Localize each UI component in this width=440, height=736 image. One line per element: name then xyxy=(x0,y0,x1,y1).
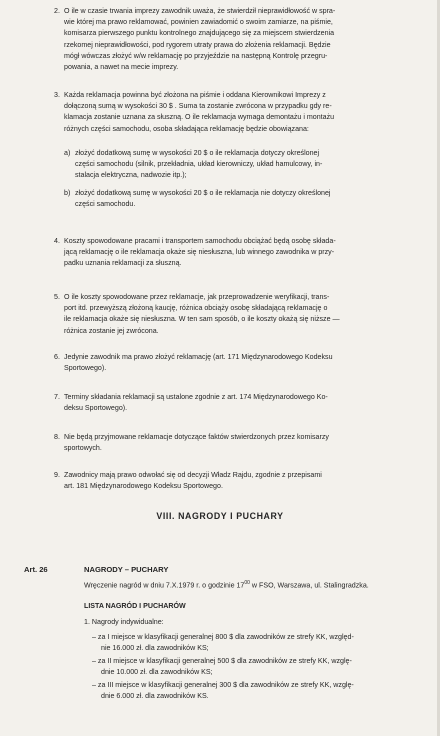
paragraph-2 xyxy=(54,6,424,73)
paragraph-line: Nie będą przyjmowane reklamacje dotyczące faktów stwierdzonych przez komisarzy xyxy=(64,433,329,441)
paragraph-5 xyxy=(54,292,424,337)
paragraph-line: sportowych. xyxy=(64,444,102,453)
section-heading: VIII. NAGRODY I PUCHARY xyxy=(156,511,284,521)
paragraph-line: padku uznania reklamacji za słuszną. xyxy=(64,259,182,268)
award-ceremony-line: Wręczenie nagród w dniu 7.X.1979 r. o godzinie $17^{00}$ w FSO, Warszawa, ul. Stalingradzka. xyxy=(84,580,369,590)
paragraph-8 xyxy=(54,432,424,454)
paragraph-number: 8. xyxy=(54,433,60,441)
prize-line: nie 16.000 zł. dla zawodników KS; xyxy=(101,644,209,652)
paragraph-line: Jedynie zawodnik ma prawo złożyć reklamację (art. 171 Międzynarodowego Kodeksu xyxy=(64,353,333,361)
paragraph-line: O ile w czasie trwania imprezy zawodnik uważa, że stwierdził nieprawidłowość w spra- xyxy=(64,7,336,15)
paragraph-line: komisarza pierwszego punktu kontrolnego znajdującego się za miejscem stwierdzenia xyxy=(64,29,335,38)
paragraph-line: dołączoną sumą w wysokości 30 $ . Suma ta zostanie zwrócona w przypadku gdy re- xyxy=(64,102,332,111)
paragraph-line: powania, a nawet na mecie imprezy. xyxy=(64,63,179,72)
subparagraph-line: części samochodu (silnik, przekładnia, układ kierowniczy, układ hamulcowy, in- xyxy=(75,160,323,169)
paragraph-6 xyxy=(54,352,424,374)
prize-line: dnie 6.000 zł. dla zawodników KS. xyxy=(101,692,209,700)
article-number: Art. 26 xyxy=(24,565,48,574)
paragraph-number: 6. xyxy=(54,353,60,361)
subparagraph-letter: b) xyxy=(64,189,71,197)
subparagraph-line: części samochodu. xyxy=(75,200,136,209)
prize-line: – za I miejsce w klasyfikacji generalnej 800 $ dla zawodników ze strefy KK, względ- xyxy=(92,633,354,641)
subparagraph-line: złożyć dodatkową sumę w wysokości 20 $ o ile reklamacja nie dotyczy określonej xyxy=(75,189,331,197)
prize-list-item: 1. Nagrody indywidualne: xyxy=(84,618,164,626)
paragraph-4 xyxy=(54,236,424,270)
paragraph-line: Koszty spowodowane pracami i transportem samochodu obciążać będą osobę składa- xyxy=(64,237,336,245)
subparagraph-letter: a) xyxy=(64,149,71,157)
paragraph-number: 9. xyxy=(54,471,60,479)
paragraph-number: 5. xyxy=(54,293,60,301)
paragraph-line: art. 181 Międzynarodowego Kodeksu Sportowego. xyxy=(64,482,223,491)
subparagraph-line: złożyć dodatkową sumę w wysokości 20 $ o ile reklamacja dotyczy określonej xyxy=(75,149,320,157)
paragraph-line: jącą reklamację o ile reklamacja okaże się niesłuszna, lub winnego zawodnika w przy- xyxy=(64,248,335,257)
paragraph-line: ile reklamacja okaże się niesłuszna. W ten sam sposób, o ile koszty okażą się niższe — xyxy=(64,315,340,324)
paragraph-line: Zawodnicy mają prawo odwołać się od decyzji Władz Rajdu, zgodnie z przepisami xyxy=(64,471,322,479)
paragraph-line: rzekomej nieprawidłowości, pod rygorem utraty prawa do złożenia reklamacji. Będzie xyxy=(64,40,331,49)
paragraph-line: deksu Sportowego). xyxy=(64,404,128,413)
subparagraph-a xyxy=(64,148,424,182)
prize-line: dnie 10.000 zł. dla zawodników KS; xyxy=(101,668,213,676)
paragraph-line: wie której ma prawo reklamować, powinien zawiadomić o swoim zamiarze, na piśmie, xyxy=(64,18,333,27)
paragraph-line: różnych części samochodu, osoba składająca reklamację będzie obowiązana: xyxy=(64,124,309,133)
paragraph-3 xyxy=(54,90,424,135)
prize-line: – za II miejsce w klasyfikacji generalnej 500 $ dla zawodników ze strefy KK, wzglę- xyxy=(92,657,352,665)
paragraph-7 xyxy=(54,392,424,414)
paragraph-number: 4. xyxy=(54,237,60,245)
paragraph-number: 7. xyxy=(54,393,60,401)
paragraph-line: klamacja zostanie uznana za słuszną. O ile reklamacja wymaga demontażu i montażu xyxy=(64,113,335,122)
paragraph-line: Sportowego). xyxy=(64,364,107,373)
paragraph-line: Terminy składania reklamacji są ustalone zgodnie z art. 174 Międzynarodowego Ko- xyxy=(64,393,328,401)
paragraph-number: 3. xyxy=(54,91,60,99)
prize-line: – za III miejsce w klasyfikacji generalnej 300 $ dla zawodników ze strefy KK, wzglę- xyxy=(92,681,354,689)
paragraph-line: mógł wówczas złożyć w/w reklamację po przyjeździe na następną Kontrolę przegru- xyxy=(64,51,328,60)
prize-list-heading: LISTA NAGRÓD I PUCHARÓW xyxy=(84,602,186,610)
paragraph-number: 2. xyxy=(54,7,60,15)
paragraph-line: różnica zostanie jej zwrócona. xyxy=(64,326,159,335)
paragraph-line: port itd. przewyższą złożoną kaucję, różnica obciąży osobę składającą reklamację o xyxy=(64,304,328,313)
subparagraph-b xyxy=(64,188,424,210)
article-title: NAGRODY – PUCHARY xyxy=(84,565,169,574)
paragraph-line: Każda reklamacja powinna być złożona na piśmie i oddana Kierownikowi Imprezy z xyxy=(64,91,326,99)
paragraph-9 xyxy=(54,470,424,492)
subparagraph-line: stalacja elektryczna, nadwozie itp.); xyxy=(75,171,187,180)
paragraph-line: O ile koszty spowodowane przez reklamacje, jak przeprowadzenie weryfikacji, trans- xyxy=(64,293,330,301)
